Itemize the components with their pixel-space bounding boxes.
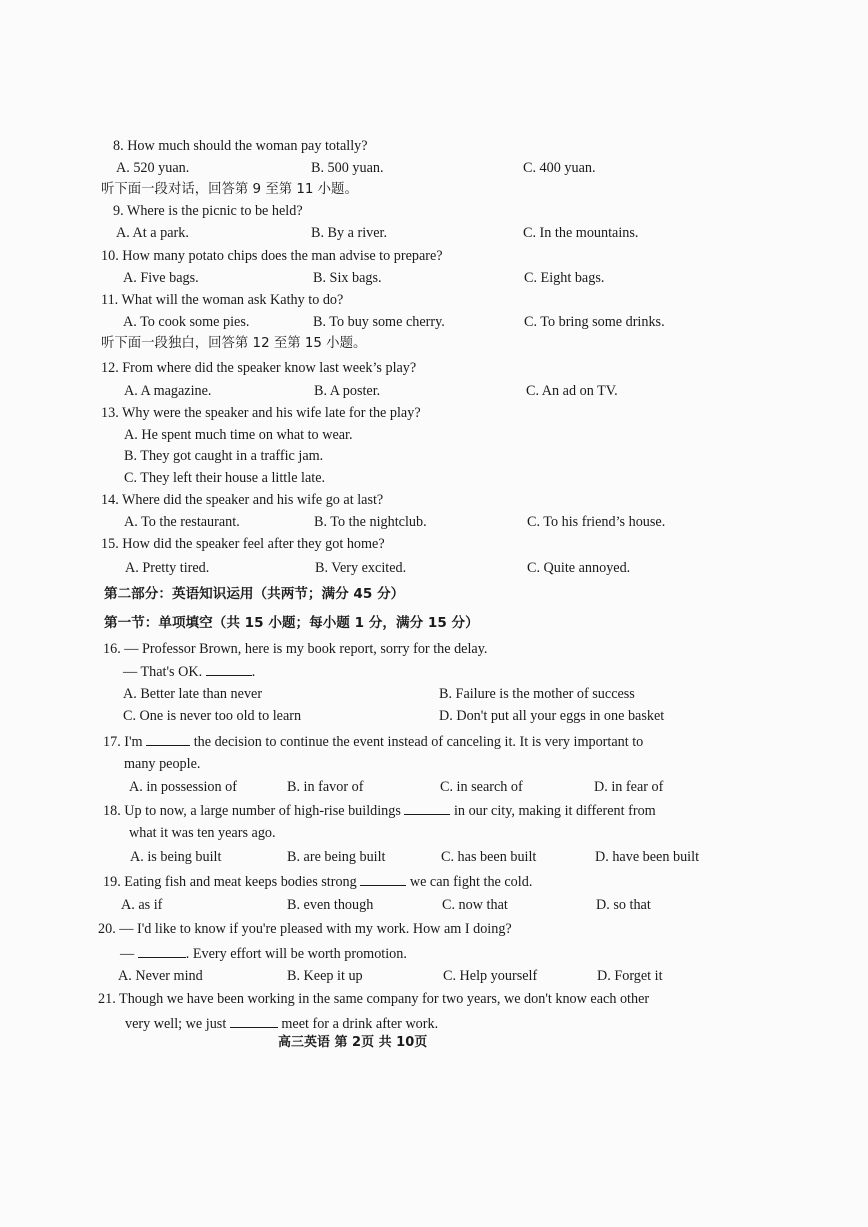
question-13-option-c: C. They left their house a little late. (124, 470, 326, 486)
question-15-option-c: C. Quite annoyed. (527, 560, 631, 576)
answer-blank (404, 801, 450, 815)
question-12-option-a: A. A magazine. (124, 383, 212, 399)
question-13-option-b: B. They got caught in a traffic jam. (124, 448, 324, 464)
question-16-reply (123, 662, 255, 681)
question-11-option-c: C. To bring some drinks. (524, 314, 665, 330)
question-9-option-a: A. At a park. (116, 225, 189, 241)
question-18-option-b: B. are being built (287, 849, 386, 865)
part-2-heading: 第二部分：英语知识运用（共两节；满分 45 分） (104, 586, 405, 602)
question-8-option-b: B. 500 yuan. (311, 160, 384, 176)
question-10-stem: 10. How many potato chips does the man advise to prepare? (101, 248, 443, 264)
answer-blank (146, 732, 190, 746)
section-1-heading: 第一节：单项填空（共 15 小题；每小题 1 分，满分 15 分） (104, 615, 479, 631)
question-16-option-a: A. Better late than never (123, 686, 263, 702)
question-13-stem: 13. Why were the speaker and his wife late for the play? (101, 405, 421, 421)
question-16-option-b: B. Failure is the mother of success (439, 686, 635, 702)
question-9-option-b: B. By a river. (311, 225, 388, 241)
question-18-option-c: C. has been built (441, 849, 537, 865)
question-18-stem-start: 18. Up to now, a large number of high-rise buildings (103, 803, 405, 819)
question-8-option-a: A. 520 yuan. (116, 160, 190, 176)
question-8-option-c: C. 400 yuan. (523, 160, 596, 176)
question-17-stem-start: 17. I'm (103, 734, 147, 750)
question-18-option-d: D. have been built (595, 849, 700, 865)
question-10-option-a: A. Five bags. (123, 270, 199, 286)
question-9-stem: 9. Where is the picnic to be held? (113, 203, 303, 219)
question-12-option-b: B. A poster. (314, 383, 381, 399)
question-14-option-c: C. To his friend’s house. (527, 514, 666, 530)
question-19-stem-start: 19. Eating fish and meat keeps bodies strong (103, 874, 361, 890)
question-11-option-b: B. To buy some cherry. (313, 314, 445, 330)
question-19-stem-end: we can fight the cold. (406, 874, 533, 890)
question-14-stem: 14. Where did the speaker and his wife go at last? (101, 492, 384, 508)
question-20-option-d: D. Forget it (597, 968, 663, 984)
question-16-reply-end: . (251, 664, 256, 680)
question-12-stem: 12. From where did the speaker know last week’s play? (101, 360, 417, 376)
question-10-option-c: C. Eight bags. (524, 270, 605, 286)
question-16-stem: 16. — Professor Brown, here is my book report, sorry for the delay. (103, 641, 488, 657)
question-17-stem-end: the decision to continue the event instead of canceling it. It is very important to (190, 734, 644, 750)
question-19-option-d: D. so that (596, 897, 651, 913)
question-16-option-d: D. Don't put all your eggs in one basket (439, 708, 665, 724)
page-footer: 高三英语 第 2页 共 10页 (278, 1035, 428, 1050)
instruction-9-11: 听下面一段对话，回答第 9 至第 11 小题。 (101, 182, 358, 197)
question-16-reply-start: — That's OK. (123, 664, 206, 680)
question-17-stem-line2: many people. (124, 756, 201, 772)
question-15-option-b: B. Very excited. (315, 560, 407, 576)
question-20-option-b: B. Keep it up (287, 968, 363, 984)
answer-blank (138, 944, 186, 958)
question-9-option-c: C. In the mountains. (523, 225, 639, 241)
question-17-option-c: C. in search of (440, 779, 523, 795)
question-17-option-d: D. in fear of (594, 779, 664, 795)
question-11-option-a: A. To cook some pies. (123, 314, 250, 330)
question-20-reply-end: . Every effort will be worth promotion. (185, 946, 407, 962)
question-12-option-c: C. An ad on TV. (526, 383, 618, 399)
answer-blank (230, 1014, 278, 1028)
question-17-option-a: A. in possession of (129, 779, 237, 795)
question-19-option-c: C. now that (442, 897, 508, 913)
question-20-option-a: A. Never mind (118, 968, 203, 984)
question-17-option-b: B. in favor of (287, 779, 364, 795)
question-18-stem-end: in our city, making it different from (450, 803, 656, 819)
question-11-stem: 11. What will the woman ask Kathy to do? (101, 292, 344, 308)
question-16-option-c: C. One is never too old to learn (123, 708, 302, 724)
question-19-stem (103, 872, 532, 891)
question-19-option-a: A. as if (121, 897, 163, 913)
question-21-stem-end: meet for a drink after work. (277, 1016, 439, 1032)
answer-blank (360, 872, 406, 886)
question-10-option-b: B. Six bags. (313, 270, 382, 286)
question-18-option-a: A. is being built (130, 849, 222, 865)
question-17-stem (103, 732, 643, 751)
question-15-option-a: A. Pretty tired. (125, 560, 210, 576)
instruction-12-15: 听下面一段独白，回答第 12 至第 15 小题。 (101, 336, 367, 351)
question-19-option-b: B. even though (287, 897, 374, 913)
question-14-option-a: A. To the restaurant. (124, 514, 240, 530)
question-21-stem: 21. Though we have been working in the same company for two years, we don't know each other (98, 991, 650, 1007)
question-14-option-b: B. To the nightclub. (314, 514, 427, 530)
question-8-stem: 8. How much should the woman pay totally? (113, 138, 368, 154)
question-13-option-a: A. He spent much time on what to wear. (124, 427, 353, 443)
question-20-option-c: C. Help yourself (443, 968, 538, 984)
question-15-stem: 15. How did the speaker feel after they got home? (101, 536, 385, 552)
answer-blank (206, 662, 252, 676)
question-21-stem-line2 (125, 1014, 438, 1033)
question-20-reply (120, 944, 407, 963)
question-18-stem (103, 801, 656, 820)
question-18-stem-line2: what it was ten years ago. (129, 825, 276, 841)
question-20-stem: 20. — I'd like to know if you're pleased with my work. How am I doing? (98, 921, 512, 937)
question-20-reply-start: — (120, 946, 138, 962)
question-21-stem-start: very well; we just (125, 1016, 230, 1032)
